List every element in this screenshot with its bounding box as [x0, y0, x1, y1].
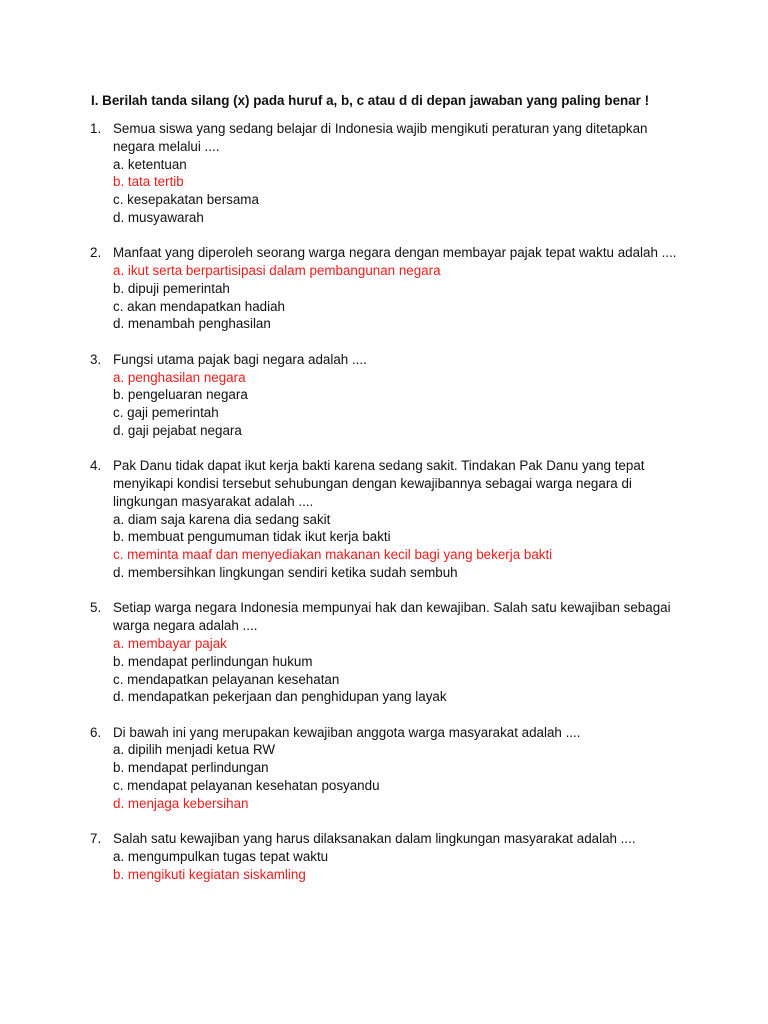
- answer-option-correct: b. mengikuti kegiatan siskamling: [113, 866, 306, 882]
- question-text: Semua siswa yang sedang belajar di Indonesia wajib mengikuti peraturan yang ditetapkan negara melalui ....: [113, 121, 648, 154]
- answer-option: d. mendapatkan pekerjaan dan penghidupan yang layak: [113, 689, 447, 705]
- answer-option: c. mendapatkan pelayanan kesehatan: [113, 671, 340, 687]
- answer-option: a. dipilih menjadi ketua RW: [113, 742, 276, 758]
- answer-option: b. dipuji pemerintah: [113, 280, 230, 296]
- question-number: 5.: [90, 600, 102, 616]
- answer-option: d. menambah penghasilan: [113, 316, 271, 332]
- answer-option-correct: a. membayar pajak: [113, 635, 227, 651]
- answer-option: c. mendapat pelayanan kesehatan posyandu: [113, 778, 380, 793]
- answer-option: a. mengumpulkan tugas tepat waktu: [113, 848, 329, 864]
- answer-option: b. pengeluaran negara: [113, 387, 248, 403]
- question-item: [90, 457, 690, 582]
- answer-option-correct: b. tata tertib: [113, 174, 184, 190]
- answer-option: b. mendapat perlindungan: [113, 760, 269, 776]
- question-text: Fungsi utama pajak bagi negara adalah ....: [113, 351, 367, 367]
- question-item: [90, 830, 690, 883]
- question-number: 3.: [90, 351, 102, 367]
- question-item: [90, 351, 690, 440]
- question-number: 4.: [90, 458, 102, 474]
- question-text: Pak Danu tidak dapat ikut kerja bakti karena sedang sakit. Tindakan Pak Danu yang tepat menyikapi kondisi tersebut sehubungan dengan kewajibannya sebagai warga negara di lingkungan masyarakat adalah ....: [113, 458, 645, 509]
- answer-option: d. musyawarah: [113, 209, 204, 225]
- question-number: 7.: [90, 831, 102, 847]
- question-text: Setiap warga negara Indonesia mempunyai hak dan kewajiban. Salah satu kewajiban sebagai warga negara adalah ....: [113, 600, 671, 634]
- question-number: 2.: [90, 245, 102, 261]
- question-item: [90, 599, 690, 706]
- answer-option: a. diam saja karena dia sedang sakit: [113, 511, 331, 527]
- question-text: Salah satu kewajiban yang harus dilaksanakan dalam lingkungan masyarakat adalah ....: [113, 831, 636, 847]
- answer-option-correct: c. meminta maaf dan menyediakan makanan kecil bagi yang bekerja bakti: [113, 547, 553, 563]
- answer-option-correct: d. menjaga kebersihan: [113, 795, 249, 811]
- question-text: Manfaat yang diperoleh seorang warga negara dengan membayar pajak tepat waktu adalah ....: [113, 245, 677, 261]
- answer-option-correct: a. ikut serta berpartisipasi dalam pembangunan negara: [113, 263, 441, 279]
- question-number: 1.: [90, 121, 102, 136]
- answer-option: b. membuat pengumuman tidak ikut kerja bakti: [113, 529, 391, 545]
- answer-option: c. akan mendapatkan hadiah: [113, 298, 285, 314]
- answer-option: c. gaji pemerintah: [113, 405, 219, 421]
- answer-option: c. kesepakatan bersama: [113, 192, 259, 208]
- answer-option: b. mendapat perlindungan hukum: [113, 653, 313, 669]
- question-list: [90, 120, 690, 901]
- question-number: 6.: [90, 724, 102, 740]
- question-item: [90, 120, 690, 227]
- question-text: Di bawah ini yang merupakan kewajiban anggota warga masyarakat adalah ....: [113, 724, 581, 740]
- instruction-heading: I. Berilah tanda silang (x) pada huruf a, b, c atau d di depan jawaban yang paling benar !: [91, 93, 650, 108]
- question-item: [90, 724, 690, 813]
- answer-option: d. membersihkan lingkungan sendiri ketika sudah sembuh: [113, 565, 458, 581]
- question-item: [90, 244, 690, 333]
- answer-option: d. gaji pejabat negara: [113, 422, 242, 438]
- answer-option: a. ketentuan: [113, 156, 187, 172]
- answer-option-correct: a. penghasilan negara: [113, 369, 246, 385]
